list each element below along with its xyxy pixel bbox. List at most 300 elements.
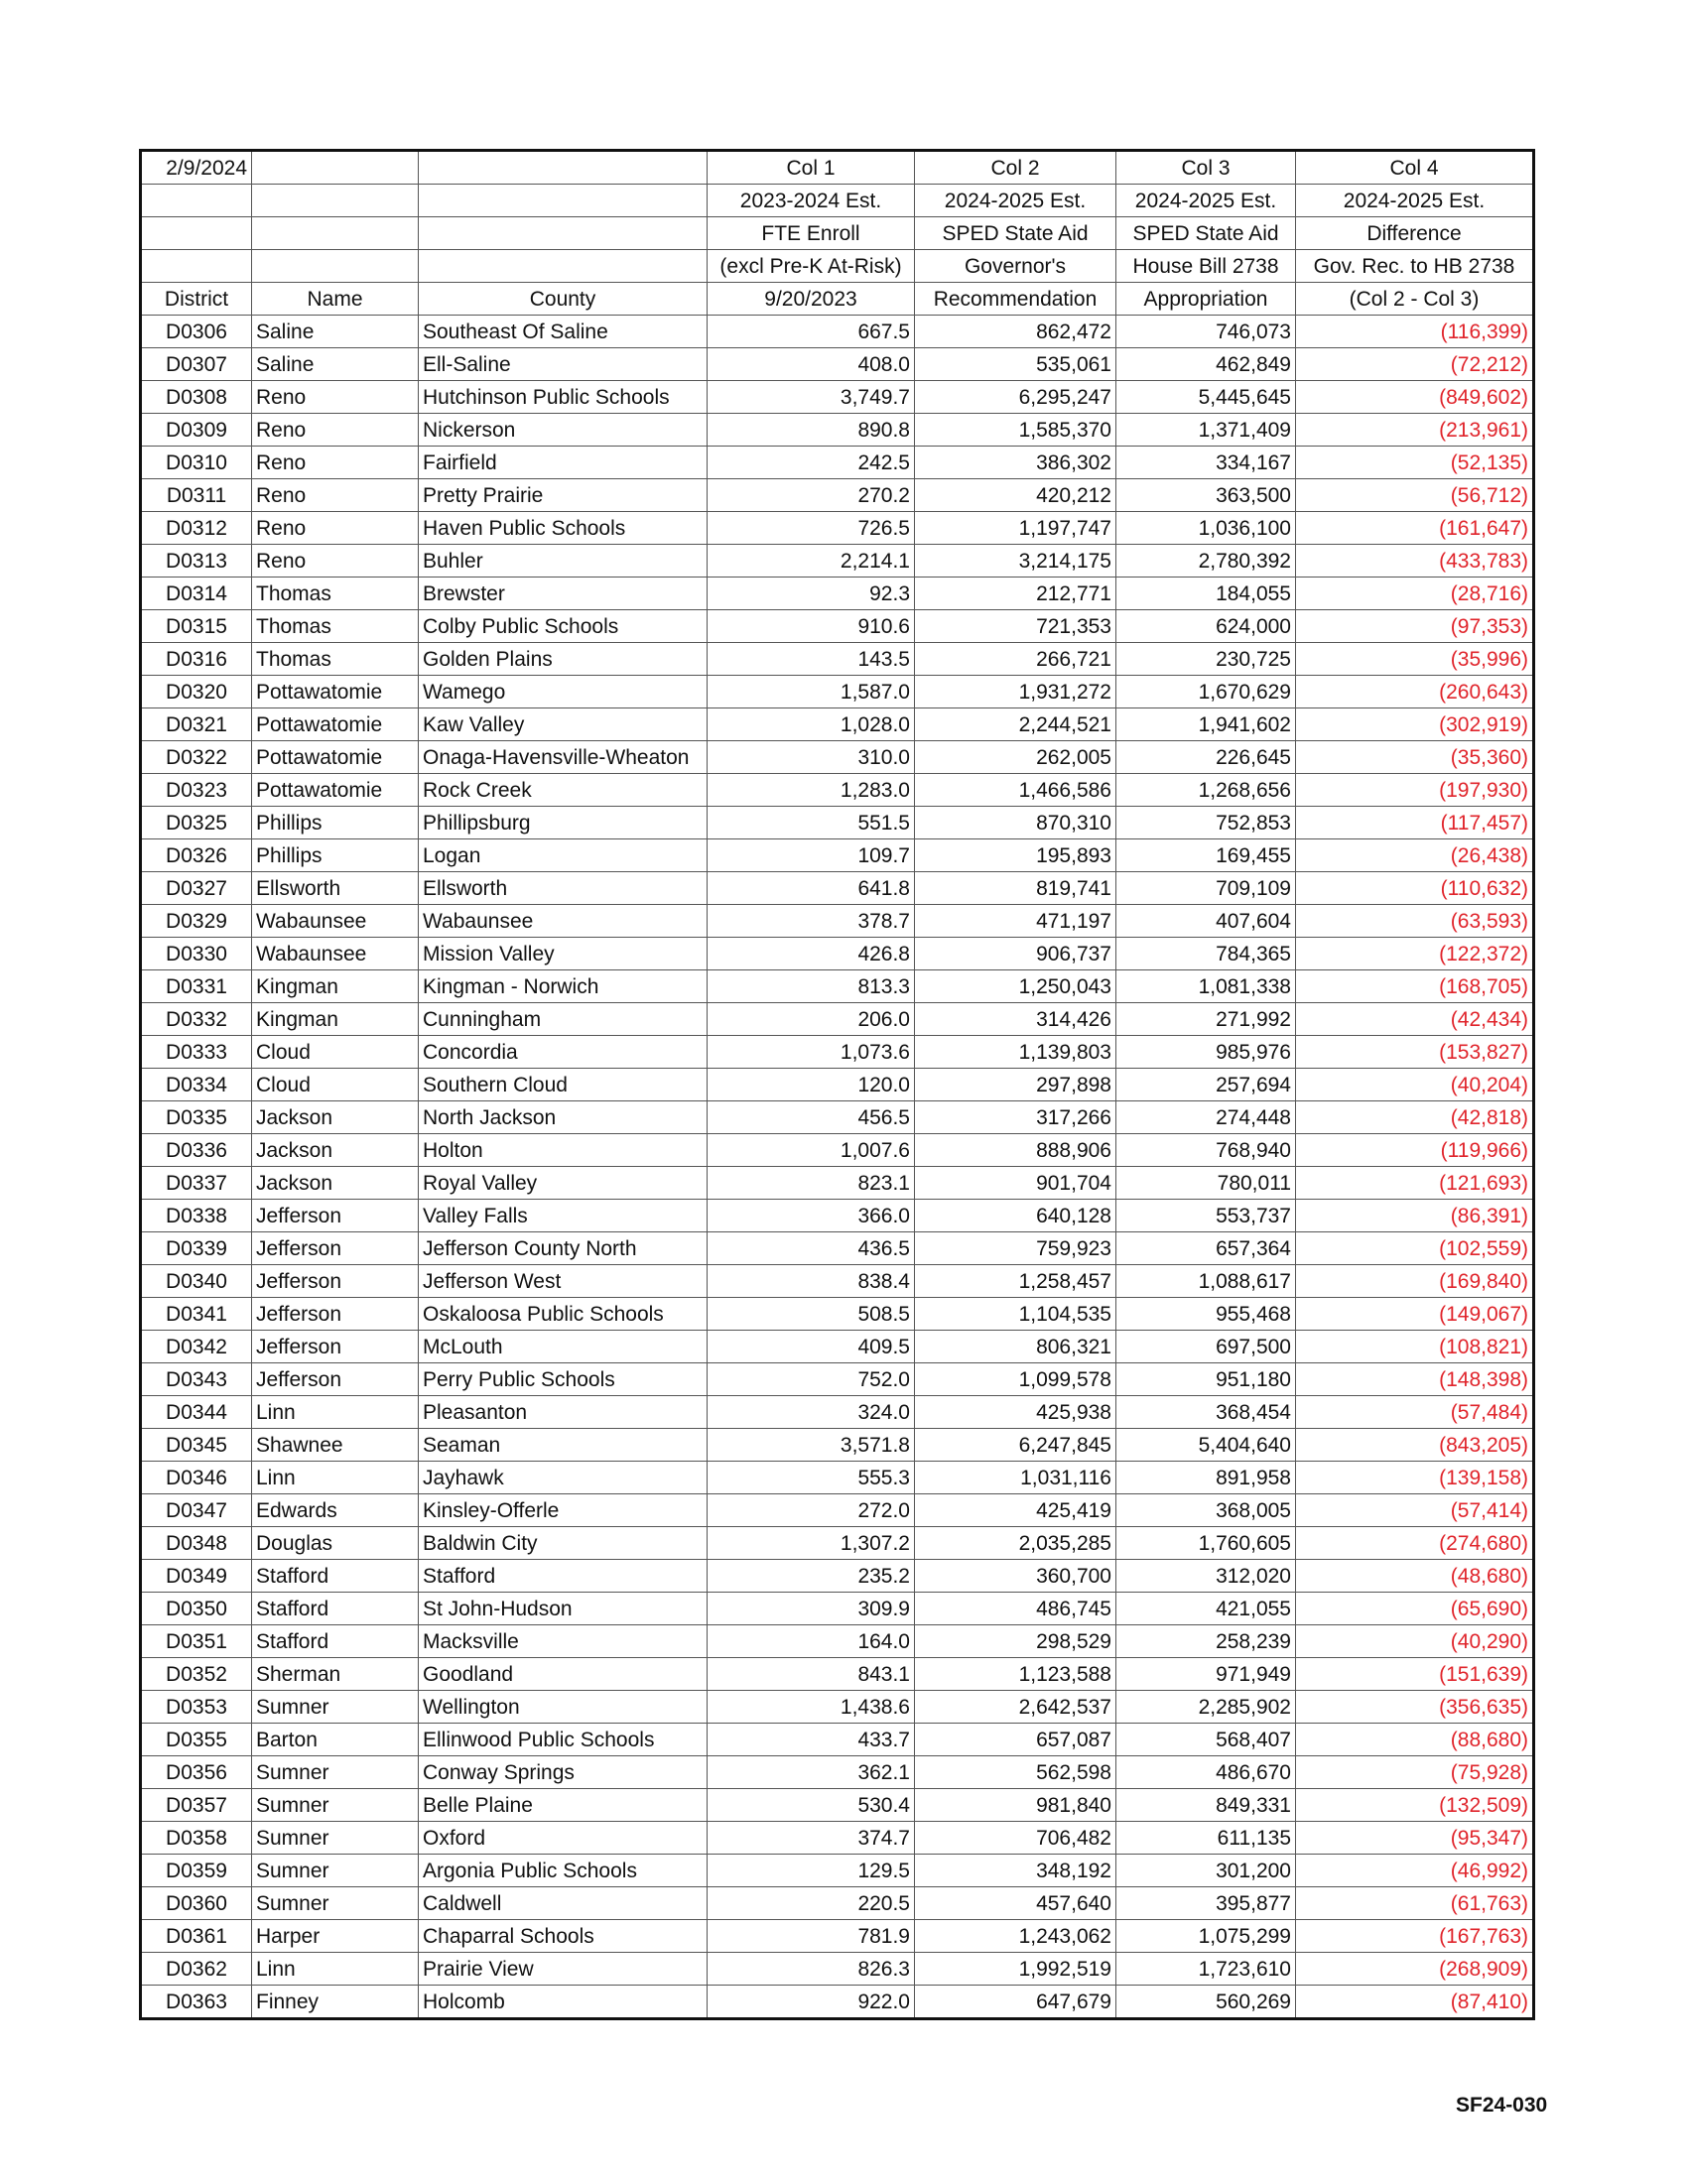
table-row <box>141 1887 1534 1920</box>
cell-col3: 421,055 <box>1116 1593 1296 1625</box>
cell-name: Thomas <box>252 578 419 610</box>
header-cell-col1: Col 1 <box>708 151 915 185</box>
cell-col2: 486,745 <box>915 1593 1116 1625</box>
header-cell-county: County <box>419 283 708 316</box>
cell-district: D0321 <box>141 708 252 741</box>
cell-col4: (117,457) <box>1296 807 1534 839</box>
header-cell-col2: SPED State Aid <box>915 217 1116 250</box>
cell-county: Royal Valley <box>419 1167 708 1200</box>
cell-col4: (149,067) <box>1296 1298 1534 1331</box>
cell-district: D0338 <box>141 1200 252 1232</box>
table-row <box>141 1822 1534 1855</box>
header-cell-district <box>141 250 252 283</box>
cell-col2: 721,353 <box>915 610 1116 643</box>
cell-col1: 555.3 <box>708 1462 915 1494</box>
cell-col4: (57,414) <box>1296 1494 1534 1527</box>
cell-district: D0335 <box>141 1101 252 1134</box>
cell-col4: (433,783) <box>1296 545 1534 578</box>
cell-col4: (132,509) <box>1296 1789 1534 1822</box>
table-row <box>141 1200 1534 1232</box>
header-cell-county <box>419 217 708 250</box>
cell-col3: 2,285,902 <box>1116 1691 1296 1724</box>
cell-col1: 164.0 <box>708 1625 915 1658</box>
cell-name: Stafford <box>252 1593 419 1625</box>
cell-col2: 870,310 <box>915 807 1116 839</box>
cell-district: D0329 <box>141 905 252 938</box>
cell-name: Jackson <box>252 1167 419 1200</box>
cell-name: Reno <box>252 545 419 578</box>
cell-county: North Jackson <box>419 1101 708 1134</box>
table-row <box>141 578 1534 610</box>
cell-col2: 647,679 <box>915 1986 1116 2019</box>
cell-col4: (88,680) <box>1296 1724 1534 1756</box>
cell-col4: (95,347) <box>1296 1822 1534 1855</box>
cell-col2: 212,771 <box>915 578 1116 610</box>
cell-name: Pottawatomie <box>252 774 419 807</box>
table-row <box>141 708 1534 741</box>
cell-col4: (42,434) <box>1296 1003 1534 1036</box>
cell-col1: 408.0 <box>708 348 915 381</box>
cell-col4: (86,391) <box>1296 1200 1534 1232</box>
cell-district: D0314 <box>141 578 252 610</box>
cell-county: Logan <box>419 839 708 872</box>
cell-district: D0349 <box>141 1560 252 1593</box>
table-row <box>141 1462 1534 1494</box>
cell-name: Phillips <box>252 839 419 872</box>
cell-county: Oxford <box>419 1822 708 1855</box>
cell-col1: 120.0 <box>708 1069 915 1101</box>
header-cell-name <box>252 185 419 217</box>
cell-county: Argonia Public Schools <box>419 1855 708 1887</box>
cell-name: Thomas <box>252 643 419 676</box>
table-row <box>141 1134 1534 1167</box>
cell-col1: 1,438.6 <box>708 1691 915 1724</box>
cell-col2: 2,642,537 <box>915 1691 1116 1724</box>
cell-district: D0336 <box>141 1134 252 1167</box>
cell-col2: 562,598 <box>915 1756 1116 1789</box>
header-cell-col2: Recommendation <box>915 283 1116 316</box>
header-cell-col2: 2024-2025 Est. <box>915 185 1116 217</box>
cell-col4: (35,360) <box>1296 741 1534 774</box>
cell-col3: 657,364 <box>1116 1232 1296 1265</box>
cell-county: Kinsley-Offerle <box>419 1494 708 1527</box>
header-cell-col3: SPED State Aid <box>1116 217 1296 250</box>
cell-col2: 360,700 <box>915 1560 1116 1593</box>
cell-county: Goodland <box>419 1658 708 1691</box>
table-row <box>141 512 1534 545</box>
cell-county: Ellsworth <box>419 872 708 905</box>
cell-district: D0307 <box>141 348 252 381</box>
cell-col2: 1,250,043 <box>915 970 1116 1003</box>
cell-col4: (97,353) <box>1296 610 1534 643</box>
cell-district: D0308 <box>141 381 252 414</box>
cell-col4: (102,559) <box>1296 1232 1534 1265</box>
cell-col3: 395,877 <box>1116 1887 1296 1920</box>
cell-col2: 457,640 <box>915 1887 1116 1920</box>
cell-district: D0363 <box>141 1986 252 2019</box>
cell-name: Wabaunsee <box>252 938 419 970</box>
cell-col3: 5,445,645 <box>1116 381 1296 414</box>
table-row <box>141 872 1534 905</box>
table-row <box>141 970 1534 1003</box>
cell-col2: 1,585,370 <box>915 414 1116 447</box>
cell-col4: (169,840) <box>1296 1265 1534 1298</box>
cell-name: Jackson <box>252 1134 419 1167</box>
cell-county: Holcomb <box>419 1986 708 2019</box>
cell-col4: (61,763) <box>1296 1887 1534 1920</box>
cell-col4: (35,996) <box>1296 643 1534 676</box>
cell-county: Valley Falls <box>419 1200 708 1232</box>
cell-name: Sumner <box>252 1691 419 1724</box>
cell-col4: (116,399) <box>1296 316 1534 348</box>
cell-col2: 906,737 <box>915 938 1116 970</box>
cell-col2: 2,244,521 <box>915 708 1116 741</box>
cell-name: Douglas <box>252 1527 419 1560</box>
cell-col3: 1,723,610 <box>1116 1953 1296 1986</box>
cell-col1: 781.9 <box>708 1920 915 1953</box>
cell-col3: 368,005 <box>1116 1494 1296 1527</box>
cell-county: Caldwell <box>419 1887 708 1920</box>
cell-col2: 1,104,535 <box>915 1298 1116 1331</box>
cell-col4: (48,680) <box>1296 1560 1534 1593</box>
table-row <box>141 774 1534 807</box>
cell-col2: 195,893 <box>915 839 1116 872</box>
table-row <box>141 1855 1534 1887</box>
cell-col3: 462,849 <box>1116 348 1296 381</box>
cell-district: D0306 <box>141 316 252 348</box>
cell-name: Pottawatomie <box>252 708 419 741</box>
cell-district: D0340 <box>141 1265 252 1298</box>
cell-col3: 301,200 <box>1116 1855 1296 1887</box>
cell-district: D0325 <box>141 807 252 839</box>
cell-col2: 2,035,285 <box>915 1527 1116 1560</box>
cell-col3: 5,404,640 <box>1116 1429 1296 1462</box>
cell-col2: 297,898 <box>915 1069 1116 1101</box>
cell-name: Reno <box>252 512 419 545</box>
table-row <box>141 348 1534 381</box>
cell-col1: 366.0 <box>708 1200 915 1232</box>
table-row <box>141 610 1534 643</box>
cell-district: D0344 <box>141 1396 252 1429</box>
cell-district: D0351 <box>141 1625 252 1658</box>
cell-col4: (161,647) <box>1296 512 1534 545</box>
cell-col1: 1,073.6 <box>708 1036 915 1069</box>
cell-col2: 386,302 <box>915 447 1116 479</box>
cell-name: Jefferson <box>252 1232 419 1265</box>
cell-col3: 560,269 <box>1116 1986 1296 2019</box>
cell-col2: 806,321 <box>915 1331 1116 1363</box>
cell-col4: (42,818) <box>1296 1101 1534 1134</box>
cell-col2: 1,197,747 <box>915 512 1116 545</box>
cell-col2: 314,426 <box>915 1003 1116 1036</box>
cell-col2: 1,139,803 <box>915 1036 1116 1069</box>
cell-col4: (197,930) <box>1296 774 1534 807</box>
table-row <box>141 1789 1534 1822</box>
cell-col3: 368,454 <box>1116 1396 1296 1429</box>
cell-district: D0323 <box>141 774 252 807</box>
cell-district: D0327 <box>141 872 252 905</box>
header-cell-col3: 2024-2025 Est. <box>1116 185 1296 217</box>
table-row <box>141 1724 1534 1756</box>
cell-col1: 910.6 <box>708 610 915 643</box>
cell-col3: 407,604 <box>1116 905 1296 938</box>
table-row <box>141 1560 1534 1593</box>
cell-county: Phillipsburg <box>419 807 708 839</box>
cell-col2: 888,906 <box>915 1134 1116 1167</box>
cell-county: Jefferson County North <box>419 1232 708 1265</box>
cell-col1: 551.5 <box>708 807 915 839</box>
cell-col1: 409.5 <box>708 1331 915 1363</box>
cell-col1: 838.4 <box>708 1265 915 1298</box>
cell-col3: 226,645 <box>1116 741 1296 774</box>
header-cell-col4: Difference <box>1296 217 1534 250</box>
table-row <box>141 1331 1534 1363</box>
cell-col2: 901,704 <box>915 1167 1116 1200</box>
cell-county: Fairfield <box>419 447 708 479</box>
cell-col3: 486,670 <box>1116 1756 1296 1789</box>
cell-name: Harper <box>252 1920 419 1953</box>
table-row <box>141 316 1534 348</box>
cell-county: Wellington <box>419 1691 708 1724</box>
header-cell-district: District <box>141 283 252 316</box>
cell-col1: 667.5 <box>708 316 915 348</box>
cell-district: D0334 <box>141 1069 252 1101</box>
cell-col3: 258,239 <box>1116 1625 1296 1658</box>
cell-col4: (153,827) <box>1296 1036 1534 1069</box>
table-row <box>141 1101 1534 1134</box>
table-row <box>141 839 1534 872</box>
cell-col3: 849,331 <box>1116 1789 1296 1822</box>
cell-name: Reno <box>252 381 419 414</box>
cell-name: Barton <box>252 1724 419 1756</box>
cell-col1: 813.3 <box>708 970 915 1003</box>
cell-col1: 92.3 <box>708 578 915 610</box>
header-cell-col1: FTE Enroll <box>708 217 915 250</box>
cell-col3: 780,011 <box>1116 1167 1296 1200</box>
cell-col1: 843.1 <box>708 1658 915 1691</box>
header-cell-col3: Col 3 <box>1116 151 1296 185</box>
cell-county: Prairie View <box>419 1953 708 1986</box>
cell-col4: (302,919) <box>1296 708 1534 741</box>
header-cell-col1: (excl Pre-K At-Risk) <box>708 250 915 283</box>
cell-col1: 129.5 <box>708 1855 915 1887</box>
cell-district: D0343 <box>141 1363 252 1396</box>
cell-col1: 3,571.8 <box>708 1429 915 1462</box>
cell-county: Concordia <box>419 1036 708 1069</box>
table-row <box>141 1494 1534 1527</box>
cell-district: D0315 <box>141 610 252 643</box>
cell-col3: 274,448 <box>1116 1101 1296 1134</box>
cell-col3: 1,670,629 <box>1116 676 1296 708</box>
cell-col2: 1,123,588 <box>915 1658 1116 1691</box>
cell-col2: 981,840 <box>915 1789 1116 1822</box>
cell-name: Finney <box>252 1986 419 2019</box>
cell-county: Jayhawk <box>419 1462 708 1494</box>
header-row <box>141 250 1534 283</box>
cell-col1: 1,028.0 <box>708 708 915 741</box>
cell-col1: 2,214.1 <box>708 545 915 578</box>
cell-county: Pretty Prairie <box>419 479 708 512</box>
header-cell-col4: 2024-2025 Est. <box>1296 185 1534 217</box>
cell-col4: (28,716) <box>1296 578 1534 610</box>
cell-name: Pottawatomie <box>252 741 419 774</box>
cell-col1: 272.0 <box>708 1494 915 1527</box>
cell-col2: 706,482 <box>915 1822 1116 1855</box>
cell-col4: (139,158) <box>1296 1462 1534 1494</box>
cell-col3: 169,455 <box>1116 839 1296 872</box>
cell-district: D0346 <box>141 1462 252 1494</box>
cell-col1: 324.0 <box>708 1396 915 1429</box>
cell-col2: 1,931,272 <box>915 676 1116 708</box>
table-row <box>141 1756 1534 1789</box>
table-row <box>141 1363 1534 1396</box>
cell-col1: 752.0 <box>708 1363 915 1396</box>
cell-col2: 759,923 <box>915 1232 1116 1265</box>
cell-col1: 143.5 <box>708 643 915 676</box>
cell-name: Kingman <box>252 970 419 1003</box>
table-row <box>141 905 1534 938</box>
header-cell-col2: Col 2 <box>915 151 1116 185</box>
header-cell-name <box>252 151 419 185</box>
cell-name: Jefferson <box>252 1298 419 1331</box>
cell-col2: 819,741 <box>915 872 1116 905</box>
cell-col4: (108,821) <box>1296 1331 1534 1363</box>
header-row <box>141 185 1534 217</box>
table-row <box>141 545 1534 578</box>
cell-col1: 378.7 <box>708 905 915 938</box>
cell-col4: (26,438) <box>1296 839 1534 872</box>
cell-district: D0345 <box>141 1429 252 1462</box>
table-row <box>141 1167 1534 1200</box>
cell-col1: 826.3 <box>708 1953 915 1986</box>
cell-col4: (168,705) <box>1296 970 1534 1003</box>
cell-name: Kingman <box>252 1003 419 1036</box>
cell-county: Ell-Saline <box>419 348 708 381</box>
cell-district: D0350 <box>141 1593 252 1625</box>
cell-county: Rock Creek <box>419 774 708 807</box>
cell-county: Chaparral Schools <box>419 1920 708 1953</box>
cell-county: Buhler <box>419 545 708 578</box>
table-row <box>141 1232 1534 1265</box>
header-row <box>141 151 1534 185</box>
cell-name: Sumner <box>252 1822 419 1855</box>
cell-name: Sherman <box>252 1658 419 1691</box>
cell-col2: 862,472 <box>915 316 1116 348</box>
cell-col4: (110,632) <box>1296 872 1534 905</box>
cell-col4: (87,410) <box>1296 1986 1534 2019</box>
cell-col2: 1,466,586 <box>915 774 1116 807</box>
header-cell-col4: Gov. Rec. to HB 2738 <box>1296 250 1534 283</box>
cell-col1: 890.8 <box>708 414 915 447</box>
cell-col4: (72,212) <box>1296 348 1534 381</box>
header-cell-col2: Governor's <box>915 250 1116 283</box>
cell-county: Belle Plaine <box>419 1789 708 1822</box>
cell-county: Onaga-Havensville-Wheaton <box>419 741 708 774</box>
cell-county: Perry Public Schools <box>419 1363 708 1396</box>
cell-county: Seaman <box>419 1429 708 1462</box>
cell-col3: 553,737 <box>1116 1200 1296 1232</box>
cell-county: Holton <box>419 1134 708 1167</box>
cell-col2: 266,721 <box>915 643 1116 676</box>
cell-col3: 1,941,602 <box>1116 708 1296 741</box>
cell-county: Mission Valley <box>419 938 708 970</box>
table-row <box>141 1298 1534 1331</box>
header-cell-col1: 9/20/2023 <box>708 283 915 316</box>
cell-district: D0309 <box>141 414 252 447</box>
header-row <box>141 217 1534 250</box>
cell-col3: 1,081,338 <box>1116 970 1296 1003</box>
cell-col4: (121,693) <box>1296 1167 1534 1200</box>
cell-col3: 624,000 <box>1116 610 1296 643</box>
table-row <box>141 1658 1534 1691</box>
cell-col4: (119,966) <box>1296 1134 1534 1167</box>
cell-county: Baldwin City <box>419 1527 708 1560</box>
cell-name: Jackson <box>252 1101 419 1134</box>
table-row <box>141 676 1534 708</box>
cell-col3: 334,167 <box>1116 447 1296 479</box>
cell-col3: 1,371,409 <box>1116 414 1296 447</box>
header-cell-name <box>252 217 419 250</box>
cell-district: D0331 <box>141 970 252 1003</box>
cell-col1: 109.7 <box>708 839 915 872</box>
header-row <box>141 283 1534 316</box>
cell-district: D0339 <box>141 1232 252 1265</box>
cell-district: D0322 <box>141 741 252 774</box>
cell-col2: 535,061 <box>915 348 1116 381</box>
cell-col3: 951,180 <box>1116 1363 1296 1396</box>
cell-name: Stafford <box>252 1625 419 1658</box>
cell-col2: 348,192 <box>915 1855 1116 1887</box>
report-date: 2/9/2024 <box>141 151 252 185</box>
cell-district: D0332 <box>141 1003 252 1036</box>
cell-col4: (356,635) <box>1296 1691 1534 1724</box>
table-row <box>141 1396 1534 1429</box>
cell-name: Jefferson <box>252 1200 419 1232</box>
cell-col2: 6,247,845 <box>915 1429 1116 1462</box>
cell-col3: 184,055 <box>1116 578 1296 610</box>
cell-district: D0360 <box>141 1887 252 1920</box>
table-row <box>141 1953 1534 1986</box>
cell-col4: (213,961) <box>1296 414 1534 447</box>
cell-county: Southeast Of Saline <box>419 316 708 348</box>
cell-col3: 1,075,299 <box>1116 1920 1296 1953</box>
table-row <box>141 414 1534 447</box>
cell-county: Brewster <box>419 578 708 610</box>
cell-county: Cunningham <box>419 1003 708 1036</box>
cell-col4: (46,992) <box>1296 1855 1534 1887</box>
cell-col4: (151,639) <box>1296 1658 1534 1691</box>
cell-col4: (63,593) <box>1296 905 1534 938</box>
cell-col2: 1,243,062 <box>915 1920 1116 1953</box>
cell-county: Pleasanton <box>419 1396 708 1429</box>
cell-col4: (40,204) <box>1296 1069 1534 1101</box>
cell-district: D0362 <box>141 1953 252 1986</box>
cell-name: Edwards <box>252 1494 419 1527</box>
cell-col3: 363,500 <box>1116 479 1296 512</box>
cell-col1: 374.7 <box>708 1822 915 1855</box>
cell-col3: 568,407 <box>1116 1724 1296 1756</box>
cell-col3: 257,694 <box>1116 1069 1296 1101</box>
cell-col1: 823.1 <box>708 1167 915 1200</box>
cell-col2: 6,295,247 <box>915 381 1116 414</box>
cell-col1: 726.5 <box>708 512 915 545</box>
cell-name: Reno <box>252 479 419 512</box>
cell-col1: 433.7 <box>708 1724 915 1756</box>
cell-district: D0330 <box>141 938 252 970</box>
cell-name: Pottawatomie <box>252 676 419 708</box>
cell-col1: 362.1 <box>708 1756 915 1789</box>
cell-district: D0326 <box>141 839 252 872</box>
